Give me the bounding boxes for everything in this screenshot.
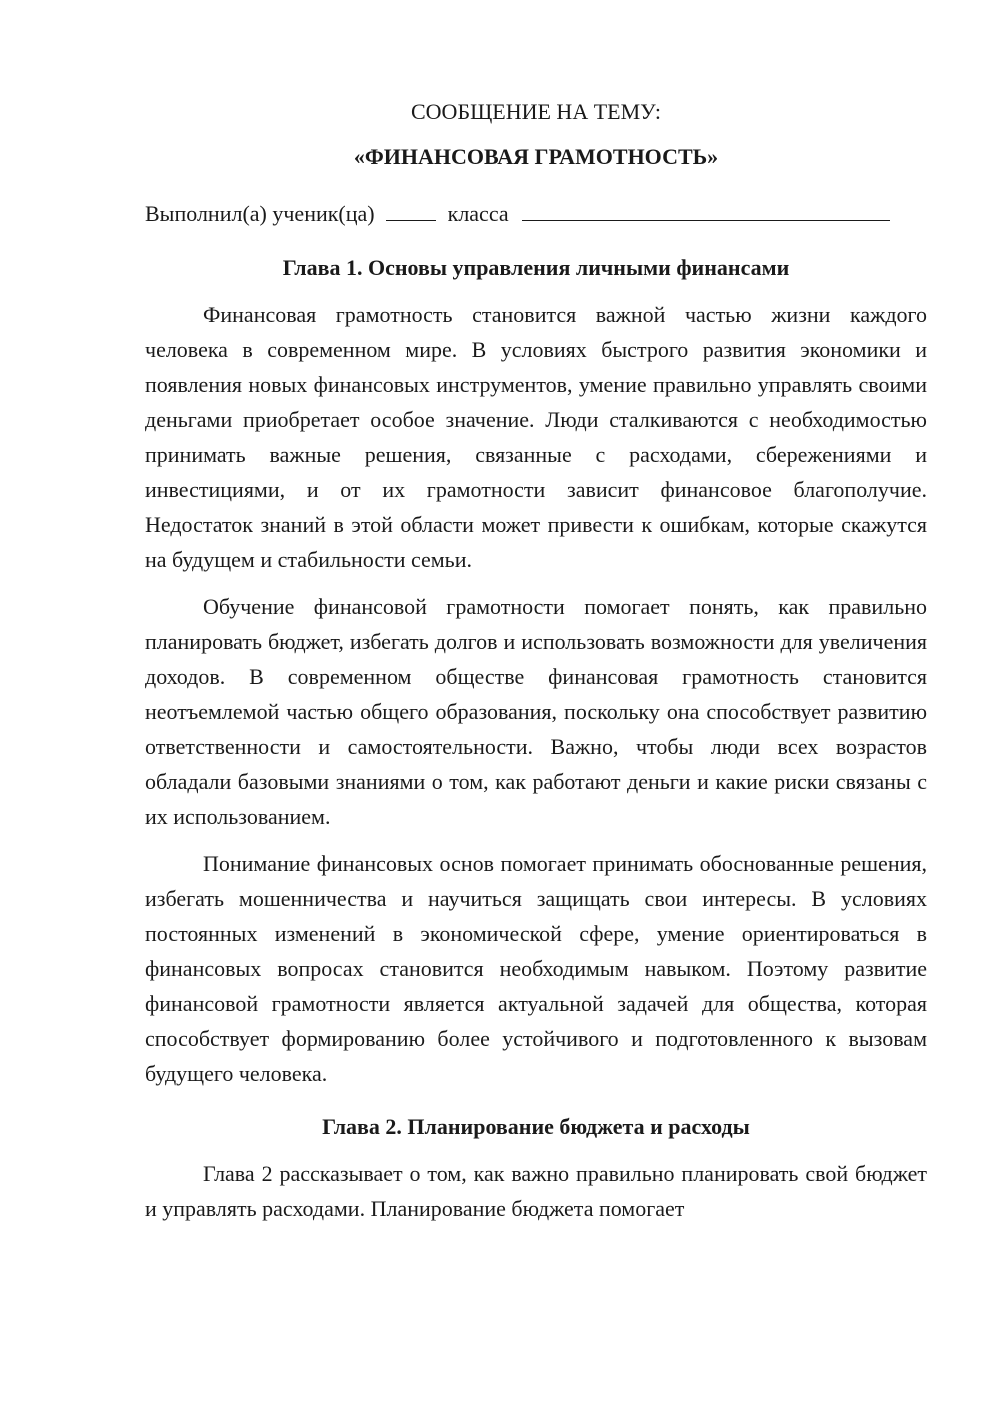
performed-by-label: Выполнил(а) ученик(ца) xyxy=(145,201,375,226)
chapter-1-paragraph-3: Понимание финансовых основ помогает принимать обоснованные решения, избегать мошенничества и научиться защищать свои интересы. В условиях постоянных изменений в экономической сфере, умение ориентироваться в финансовых вопросах становится необходимым навыком. Поэтому развитие финансовой грамотности является актуальной задачей для общества, которая способствует формированию более устойчивого и подготовленного к вызовам будущего человека. xyxy=(145,851,927,1086)
student-name-blank xyxy=(522,198,890,221)
chapter-1-paragraph-2: Обучение финансовой грамотности помогает понять, как правильно планировать бюджет, избегать долгов и использовать возможности для увеличения доходов. В современном обществе финансовая грамотность становится неотъемлемой частью общего образования, поскольку она способствует развитию ответственности и самостоятельности. Важно, чтобы люди всех возрастов обладали базовыми знаниями о том, как работают деньги и какие риски связаны с их использованием. xyxy=(145,594,927,829)
chapter-1-heading: Глава 1. Основы управления личными финансами xyxy=(282,255,790,280)
class-number-blank xyxy=(386,198,436,221)
chapter-2-heading: Глава 2. Планирование бюджета и расходы xyxy=(322,1114,750,1139)
author-line xyxy=(145,196,927,231)
class-label: класса xyxy=(447,201,509,226)
document-title-line-1: СООБЩЕНИЕ НА ТЕМУ: xyxy=(411,99,661,124)
chapter-2-paragraph-1: Глава 2 рассказывает о том, как важно правильно планировать свой бюджет и управлять расходами. Планирование бюджета помогает xyxy=(145,1161,927,1221)
document-title-line-2: «ФИНАНСОВАЯ ГРАМОТНОСТЬ» xyxy=(353,144,719,169)
document-page xyxy=(145,94,927,1226)
chapter-1-paragraph-1: Финансовая грамотность становится важной частью жизни каждого человека в современном мире. В условиях быстрого развития экономики и появления новых финансовых инструментов, умение правильно управлять своими деньгами приобретает особое значение. Люди сталкиваются с необходимостью принимать важные решения, связанные с расходами, сбережениями и инвестициями, и от их грамотности зависит финансовое благополучие. Недостаток знаний в этой области может привести к ошибкам, которые скажутся на будущем и стабильности семьи. xyxy=(145,302,927,572)
